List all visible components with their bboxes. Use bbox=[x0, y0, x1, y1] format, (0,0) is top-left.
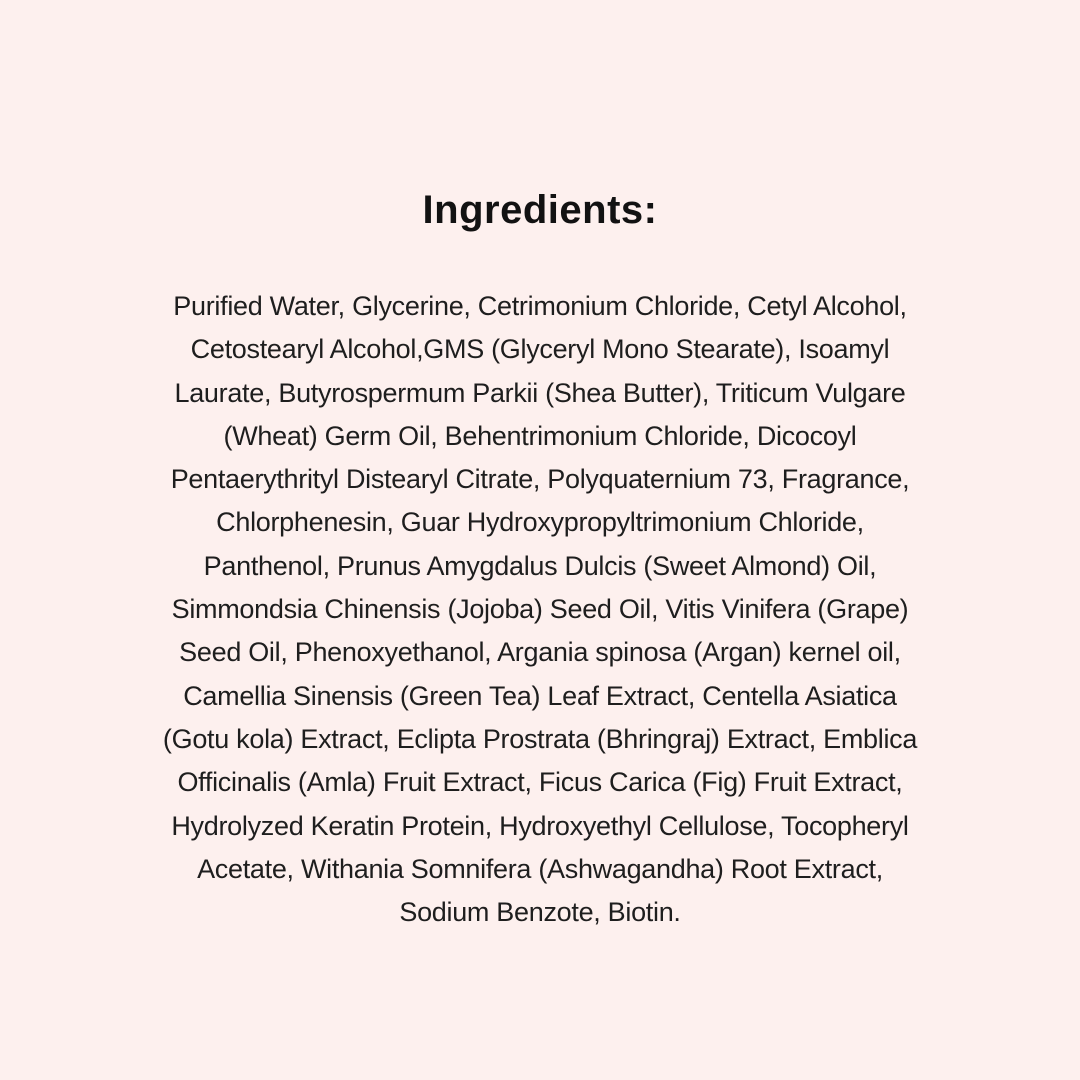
ingredients-line: Seed Oil, Phenoxyethanol, Argania spinosa (Argan) kernel oil, bbox=[179, 637, 901, 668]
ingredients-line: Sodium Benzote, Biotin. bbox=[399, 897, 681, 928]
ingredients-line: Simmondsia Chinensis (Jojoba) Seed Oil, Vitis Vinifera (Grape) bbox=[171, 594, 909, 625]
ingredients-line: Laurate, Butyrospermum Parkii (Shea Butter), Triticum Vulgare bbox=[174, 377, 906, 408]
page-title: Ingredients: bbox=[422, 188, 658, 232]
ingredients-line: Panthenol, Prunus Amygdalus Dulcis (Sweet Almond) Oil, bbox=[203, 550, 877, 581]
ingredients-line: Camellia Sinensis (Green Tea) Leaf Extract, Centella Asiatica bbox=[183, 680, 897, 711]
ingredients-line: Acetate, Withania Somnifera (Ashwagandha) Root Extract, bbox=[197, 853, 883, 884]
ingredients-line: Chlorphenesin, Guar Hydroxypropyltrimonium Chloride, bbox=[216, 507, 864, 538]
ingredients-line: (Wheat) Germ Oil, Behentrimonium Chloride, Dicocoyl bbox=[223, 420, 857, 451]
ingredients-line: Cetostearyl Alcohol,GMS (Glyceryl Mono Stearate), Isoamyl bbox=[190, 334, 890, 365]
ingredients-line: Hydrolyzed Keratin Protein, Hydroxyethyl Cellulose, Tocopheryl bbox=[171, 810, 909, 841]
ingredients-line: Pentaerythrityl Distearyl Citrate, Polyquaternium 73, Fragrance, bbox=[170, 464, 910, 495]
ingredients-line: Officinalis (Amla) Fruit Extract, Ficus Carica (Fig) Fruit Extract, bbox=[177, 767, 903, 798]
ingredients-line: Purified Water, Glycerine, Cetrimonium Chloride, Cetyl Alcohol, bbox=[173, 291, 907, 321]
ingredients-line: (Gotu kola) Extract, Eclipta Prostrata (Bhringraj) Extract, Emblica bbox=[162, 723, 918, 754]
ingredients-list bbox=[163, 285, 917, 934]
